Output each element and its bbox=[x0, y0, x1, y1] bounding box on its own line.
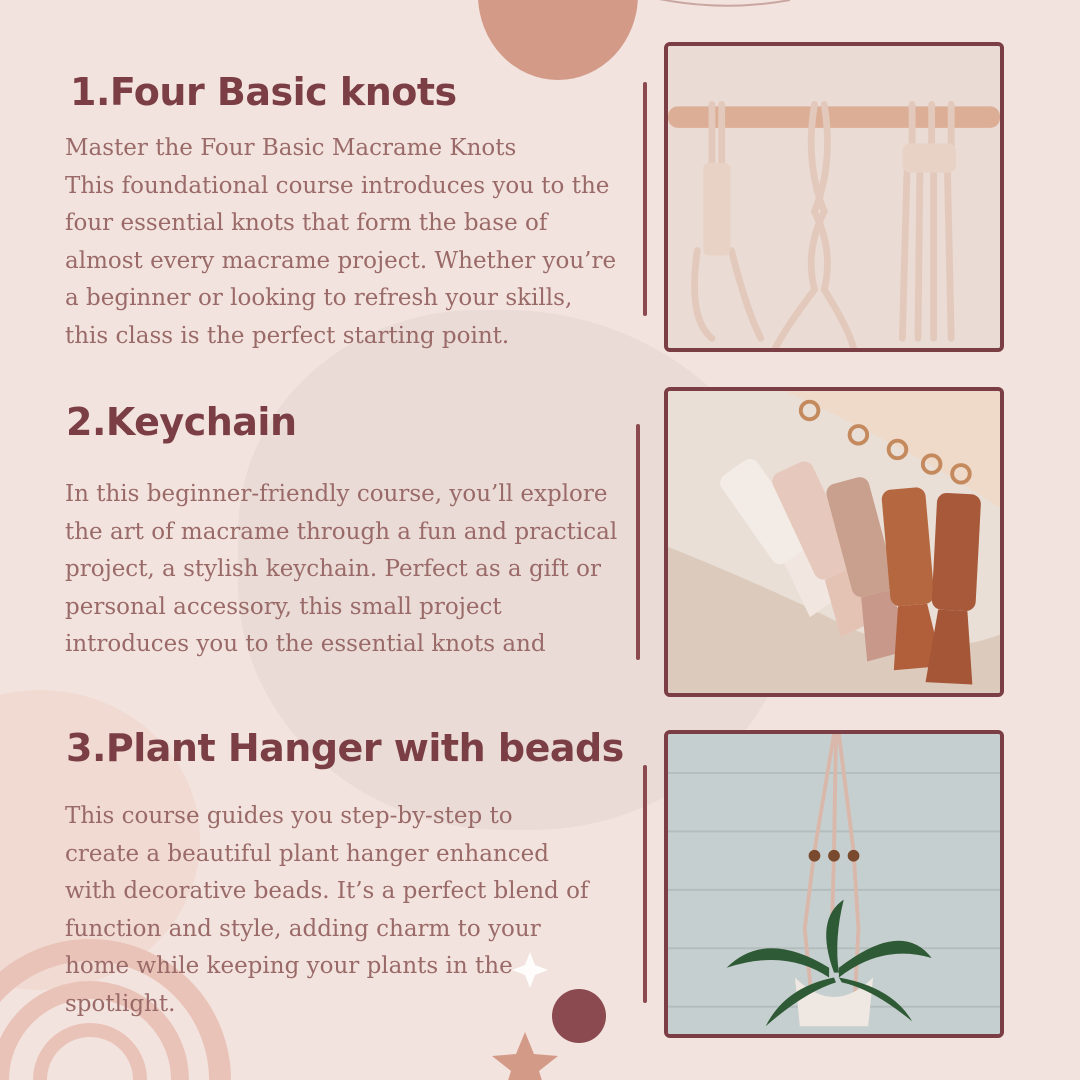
star-icon bbox=[490, 1030, 560, 1080]
body-line: the art of macrame through a fun and practical bbox=[65, 518, 618, 545]
section-divider bbox=[643, 82, 647, 316]
body-line: a beginner or looking to refresh your skills, bbox=[65, 285, 573, 311]
body-line: This course guides you step-by-step to bbox=[65, 803, 513, 829]
section-body-keychain bbox=[65, 476, 640, 664]
body-line: home while keeping your plants in the bbox=[65, 953, 513, 979]
body-line: personal accessory, this small project bbox=[65, 593, 502, 620]
body-line: four essential knots that form the base of bbox=[65, 210, 548, 236]
body-line: In this beginner-friendly course, you’ll explore bbox=[65, 481, 608, 507]
photo-plant-hanger bbox=[664, 730, 1004, 1038]
section-title-four-basic-knots: 1.Four Basic knots bbox=[70, 70, 457, 114]
section-divider bbox=[636, 424, 640, 660]
body-line: introduces you to the essential knots and bbox=[65, 631, 546, 657]
body-line: spotlight. bbox=[65, 990, 176, 1017]
section-body-plant-hanger bbox=[65, 798, 640, 1023]
section-divider bbox=[643, 765, 647, 1003]
section-title-keychain: 2.Keychain bbox=[66, 400, 297, 444]
body-line: with decorative beads. It’s a perfect blend of bbox=[65, 878, 589, 904]
body-line: create a beautiful plant hanger enhanced bbox=[65, 840, 549, 867]
section-body-four-basic-knots bbox=[65, 130, 640, 355]
body-line: this class is the perfect starting point. bbox=[65, 322, 510, 349]
body-line: function and style, adding charm to your bbox=[65, 915, 541, 942]
body-line: almost every macrame project. Whether you’re bbox=[65, 247, 617, 274]
photo-four-basic-knots bbox=[664, 42, 1004, 352]
body-line: This foundational course introduces you to the bbox=[65, 172, 610, 199]
section-title-plant-hanger: 3.Plant Hanger with beads bbox=[66, 726, 624, 770]
body-line: Master the Four Basic Macrame Knots bbox=[65, 135, 517, 161]
photo-keychain bbox=[664, 387, 1004, 697]
body-line: project, a stylish keychain. Perfect as a gift or bbox=[65, 556, 601, 582]
